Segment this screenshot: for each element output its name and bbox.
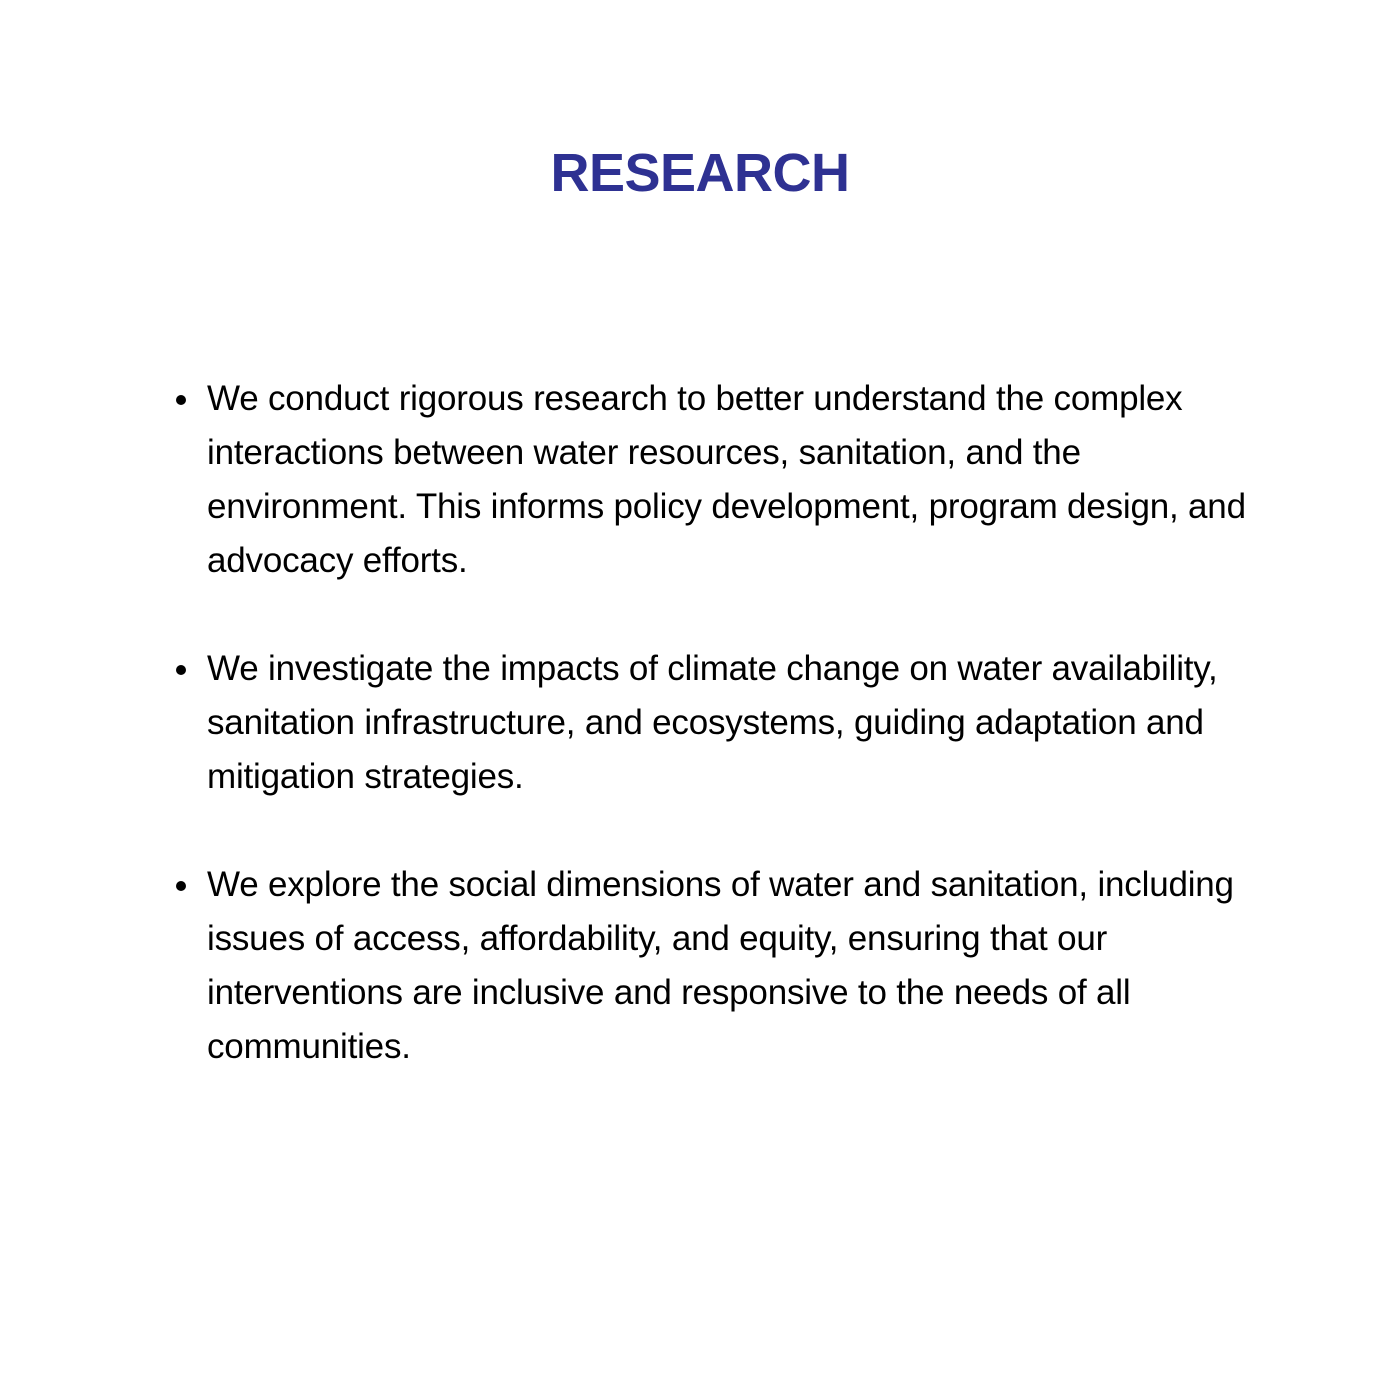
- list-item: [172, 372, 1282, 588]
- bullet-dot-icon: [176, 665, 186, 675]
- list-item: [172, 858, 1282, 1074]
- bullet-dot-icon: [176, 881, 186, 891]
- bullet-dot-icon: [176, 395, 186, 405]
- list-item-text: We investigate the impacts of climate change on water availability, sanitation infrastructure, and ecosystems, guiding adaptation and mitigation strategies.: [207, 649, 1218, 796]
- bullet-list: [172, 372, 1282, 1128]
- list-item: [172, 642, 1282, 804]
- list-item-text: We conduct rigorous research to better understand the complex interactions between water resources, sanitation, and the environment. This informs policy development, program design, and advocacy efforts.: [207, 379, 1246, 580]
- list-item-text: We explore the social dimensions of water and sanitation, including issues of access, affordability, and equity, ensuring that our interventions are inclusive and responsive to the needs of all communities.: [207, 865, 1234, 1066]
- page-title: RESEARCH: [550, 143, 850, 203]
